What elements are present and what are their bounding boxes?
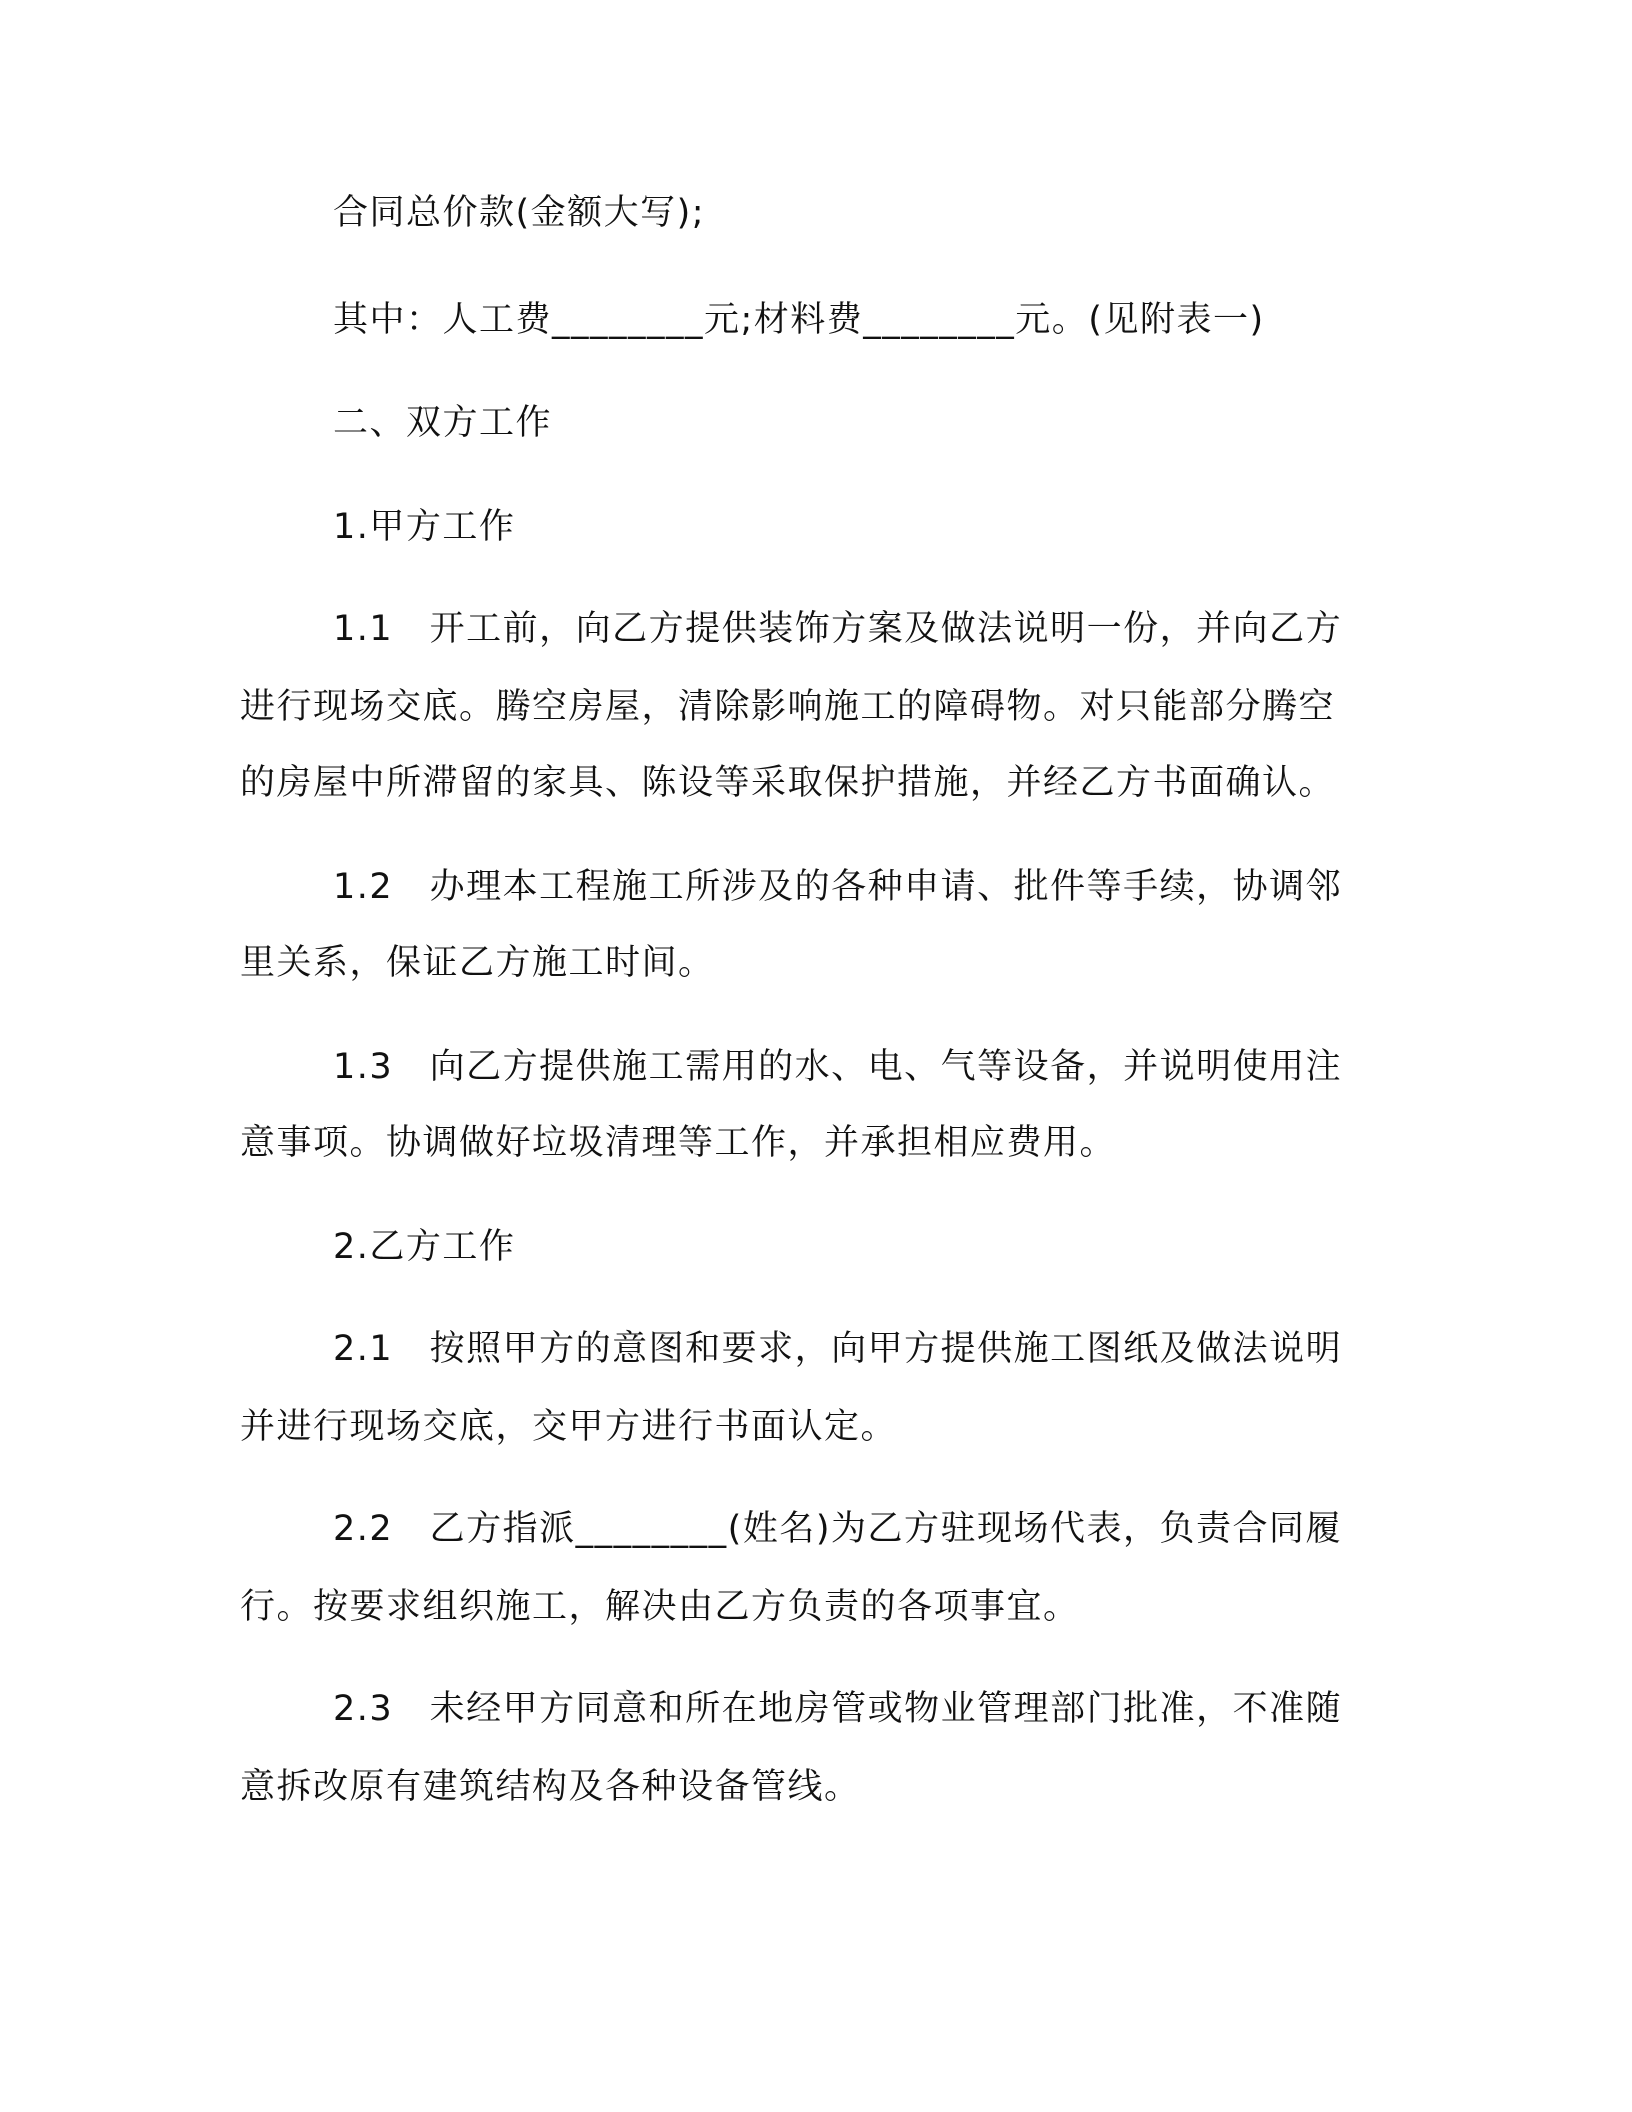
- clause-1-1-cont: 的房屋中所滞留的家具、陈设等采取保护措施，并经乙方书面确认。: [240, 763, 1336, 803]
- clause-2-3-cont: 意拆改原有建筑结构及各种设备管线。: [240, 1767, 861, 1807]
- cost-breakdown-line: 其中：人工费________元;材料费________元。(见附表一): [333, 300, 1265, 340]
- clause-2-2: 2.2 乙方指派________(姓名)为乙方驻现场代表，负责合同履: [333, 1509, 1342, 1549]
- clause-2-1: 2.1 按照甲方的意图和要求，向甲方提供施工图纸及做法说明: [333, 1329, 1343, 1369]
- clause-1-3-cont: 意事项。协调做好垃圾清理等工作，并承担相应费用。: [240, 1123, 1117, 1163]
- clause-1-1: 1.1 开工前，向乙方提供装饰方案及做法说明一份，并向乙方: [333, 609, 1343, 649]
- clause-1-2-cont: 里关系，保证乙方施工时间。: [240, 943, 715, 983]
- clause-1-1-cont: 进行现场交底。腾空房屋，清除影响施工的障碍物。对只能部分腾空: [240, 687, 1336, 727]
- subsection-heading-party-a: 1.甲方工作: [333, 507, 516, 547]
- total-price-line: 合同总价款(金额大写);: [333, 193, 706, 233]
- clause-2-3: 2.3 未经甲方同意和所在地房管或物业管理部门批准，不准随: [333, 1689, 1343, 1729]
- clause-1-2: 1.2 办理本工程施工所涉及的各种申请、批件等手续，协调邻: [333, 867, 1343, 907]
- clause-2-2-cont: 行。按要求组织施工，解决由乙方负责的各项事宜。: [240, 1587, 1080, 1627]
- clause-2-1-cont: 并进行现场交底，交甲方进行书面认定。: [240, 1407, 898, 1447]
- subsection-heading-party-b: 2.乙方工作: [333, 1227, 516, 1267]
- section-heading: 二、双方工作: [333, 403, 553, 443]
- clause-1-3: 1.3 向乙方提供施工需用的水、电、气等设备，并说明使用注: [333, 1047, 1343, 1087]
